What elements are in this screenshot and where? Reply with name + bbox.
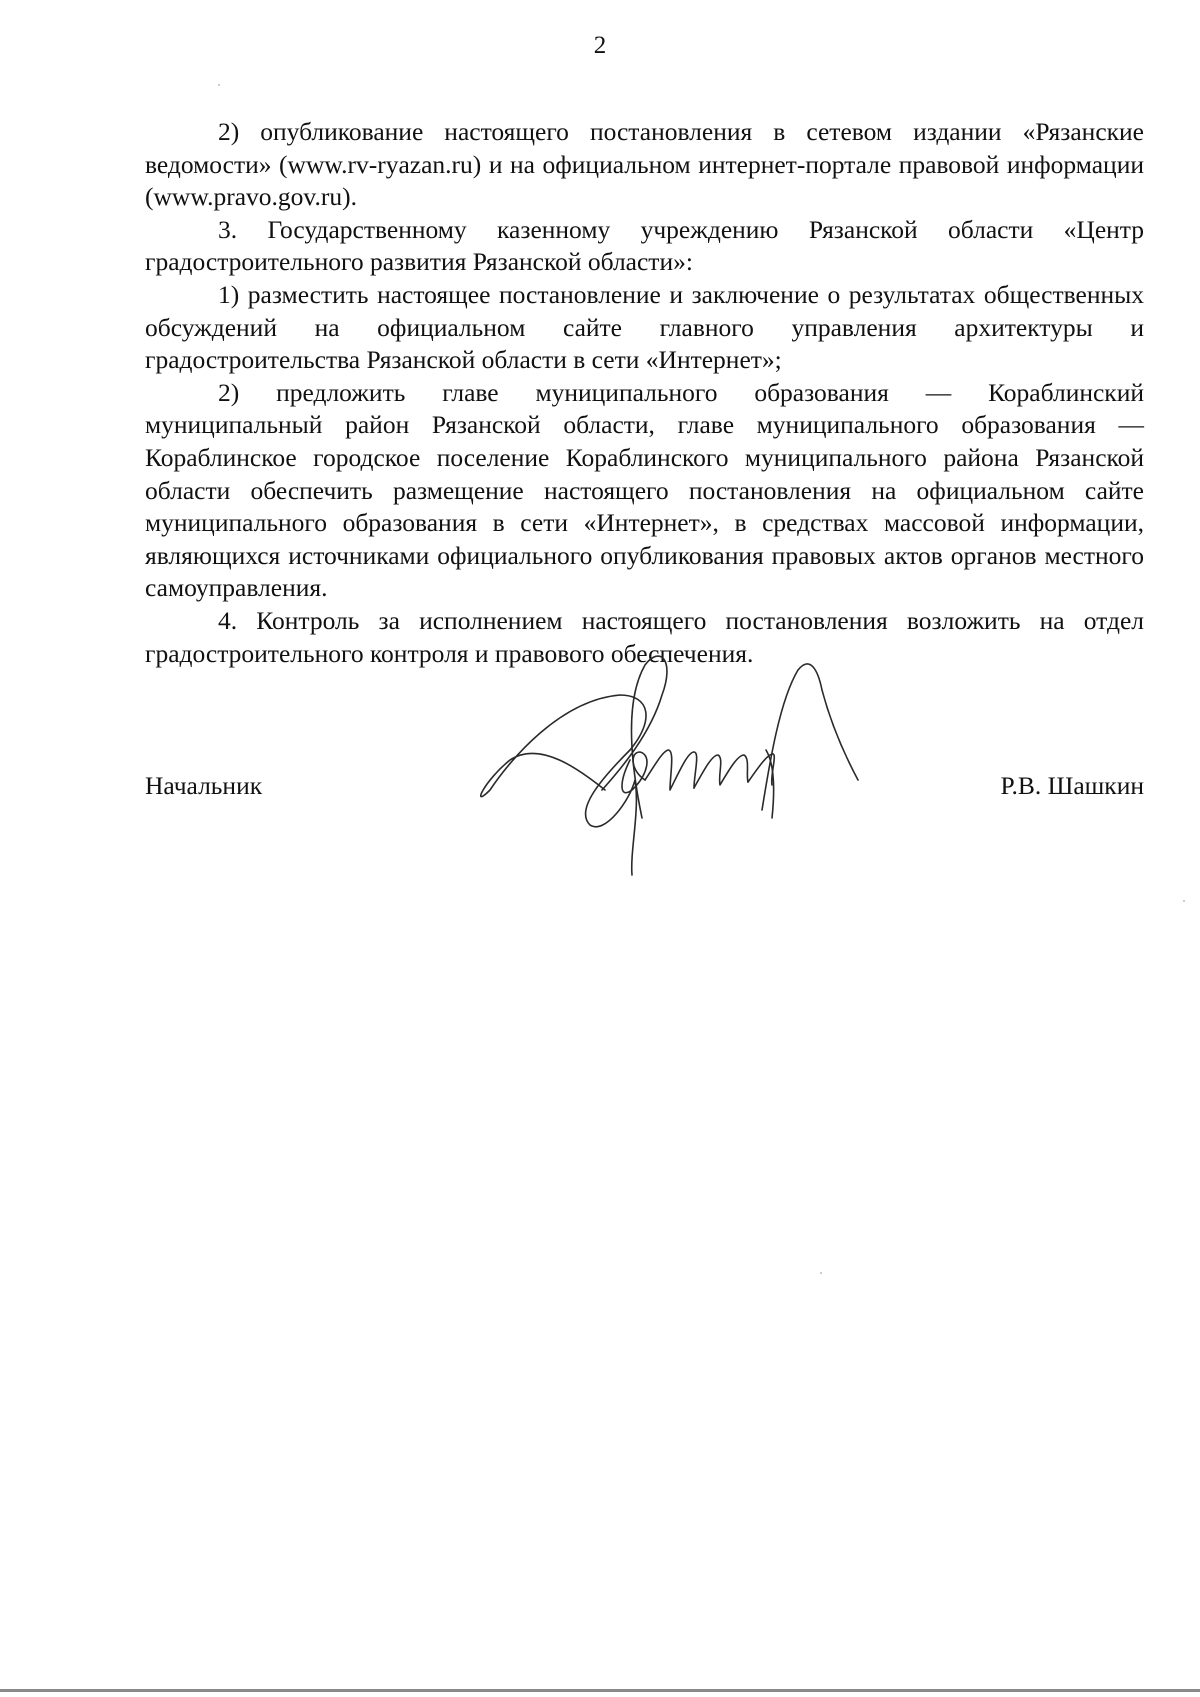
document-body [145,116,1144,670]
scan-speck [218,84,220,86]
scan-speck [820,1272,822,1274]
signature-block [145,770,1144,810]
signatory-position: Начальник [145,771,263,800]
scan-bottom-edge [0,1689,1200,1692]
scan-speck [1183,900,1185,902]
paragraph-subitem-1: 1) разместить настоящее постановление и заключение о результатах общественных обсуждений на официальном сайте главного управления архитектуры и градостроительства Рязанской области в сети «Интернет»; [145,279,1144,375]
paragraph-item-3: 3. Государственному казенному учреждению Рязанской области «Центр градостроительного развития Рязанской области»: [145,214,1144,277]
paragraph-item-4: 4. Контроль за исполнением настоящего постановления возложить на отдел градостроительного контроля и правового обеспечения. [145,605,1144,668]
page-number: 2 [593,32,607,59]
handwritten-signature [480,640,880,890]
signatory-name: Р.В. Шашкин [1000,771,1144,800]
paragraph-subitem-2: 2) предложить главе муниципального образования — Кораблинский муниципальный район Рязанской области, главе муниципального образования — Кораблинское городское поселение Кораблинского муниципального района Рязанской области обеспечить размещение настоящего постановления на официальном сайте муниципального образования в сети «Интернет», в средствах массовой информации, являющихся источниками официального опубликования правовых актов органов местного самоуправления. [145,377,1144,603]
paragraph-publication: 2) опубликование настоящего постановления в сетевом издании «Рязанские ведомости» (www.rv-ryazan.ru) и на официальном интернет-портале правовой информации (www.pravo.gov.ru). [145,117,1144,212]
